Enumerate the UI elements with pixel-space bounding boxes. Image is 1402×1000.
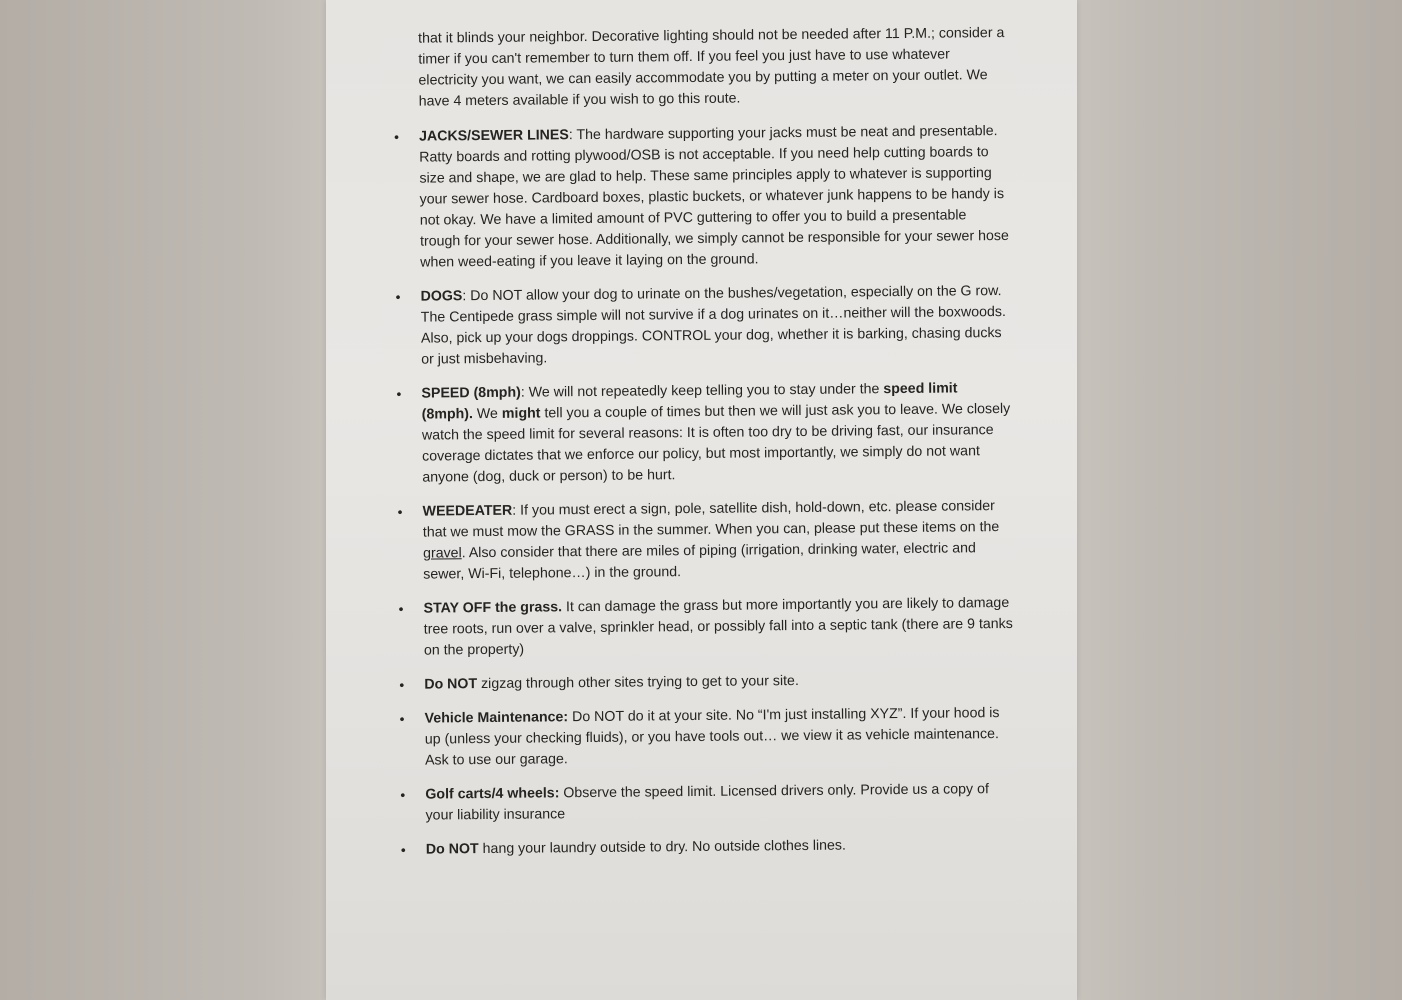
rule-title: SPEED (8mph) [421, 384, 521, 402]
rule-body [423, 496, 1014, 586]
rule-body [421, 378, 1012, 489]
rule-no-laundry [386, 834, 1016, 861]
rule-text: : We will not repeatedly keep telling you to stay under the [520, 381, 884, 401]
rule-text: : If you must erect a sign, pole, satellite dish, hold-down, etc. please consider that we must mow the GRASS in the summer. When you can, please put these items on the [422, 498, 1000, 541]
rule-body [425, 703, 1016, 772]
document-body [378, 23, 1016, 874]
rule-body [420, 281, 1011, 371]
underlined-word: gravel [422, 545, 462, 562]
rule-speed [381, 378, 1012, 489]
bullet-icon: • [399, 676, 405, 693]
rule-vehicle-maintenance [385, 703, 1016, 772]
intro-paragraph: that it blinds your neighbor. Decorative lighting should not be needed after 11 P.M.; consider a timer if you can't remember to turn them off. If you feel you just have to use whatever electricity you want, we can easily accommodate you by putting a meter on your outlet. We have 4 meters available if you wish to go this route. [418, 24, 1005, 110]
rule-title: DOGS [420, 288, 463, 305]
rule-text: hang your laundry outside to dry. No outside clothes lines. [478, 837, 846, 858]
rule-title: WEEDEATER [422, 502, 513, 520]
rule-dogs [380, 281, 1011, 371]
document-page [326, 0, 1077, 1000]
rule-body [425, 779, 1015, 827]
rule-jacks-sewer-lines [379, 121, 1010, 274]
rule-text: tell you a couple of times but then we will just ask you to leave. We closely watch the speed limit for several reasons: It is often too dry to be driving fast, our insurance coverage dictates that we enforce our policy, but most importantly, we simply do not want anyone (dog, duck or person) to be hurt. [421, 400, 1011, 486]
bullet-icon: • [400, 841, 406, 858]
rule-title: JACKS/SEWER LINES [418, 127, 569, 145]
rule-title: Vehicle Maintenance: [424, 709, 569, 727]
bullet-icon: • [399, 710, 405, 727]
rule-text: We [472, 405, 502, 423]
bullet-icon: • [395, 288, 401, 305]
rule-text: : The hardware supporting your jacks must be neat and presentable. Ratty boards and rotting plywood/OSB is not acceptable. If you need help cutting boards to size and shape, we are glad to help. These same principles apply to whatever is supporting your sewer hose. Cardboard boxes, plastic buckets, or whatever junk happens to be handy is not okay. We have a limited amount of PVC guttering to offer you to build a presentable trough for your sewer hose. Additionally, we simply cannot be responsible for your sewer hose when weed-eating if you leave it laying on the ground. [419, 123, 1009, 271]
rule-body [424, 669, 1014, 696]
rule-text: It can damage the grass but more importantly you are likely to damage tree roots, run over a valve, sprinkler head, or possibly fall into a septic tank (there are 9 tanks on the property) [423, 594, 1013, 659]
rule-emphasis: speed limit (8mph). [421, 380, 958, 423]
rule-text: zigzag through other sites trying to get to your site. [477, 672, 799, 693]
bullet-icon: • [400, 786, 406, 803]
bullet-icon: • [398, 600, 404, 617]
bullet-icon: • [393, 128, 400, 145]
rule-stay-off-grass [383, 593, 1014, 662]
rule-emphasis: might [501, 405, 541, 422]
rule-text: Observe the speed limit. Licensed drivers only. Provide us a copy of your liability insurance [425, 781, 989, 824]
rule-text: . Also consider that there are miles of piping (irrigation, drinking water, electric and sewer, Wi-Fi, telephone…) in the ground. [423, 540, 976, 583]
rule-title: Do NOT [425, 841, 479, 858]
bullet-icon: • [396, 385, 402, 402]
rule-body [419, 121, 1010, 274]
rule-text: : Do NOT allow your dog to urinate on the bushes/vegetation, especially on the G row. The Centipede grass simple will not survive if a dog urinates on it…neither will the boxwoods. Also, pick up your dogs droppings. CONTROL your dog, whether it is barking, chasing ducks or just misbehaving. [420, 283, 1006, 368]
rule-title: Do NOT [424, 676, 478, 693]
rule-body [423, 593, 1014, 662]
rule-title: STAY OFF the grass. [423, 599, 563, 617]
rule-title: Golf carts/4 wheels: [425, 785, 560, 803]
rule-weedeater [383, 496, 1014, 586]
rule-golf-carts [385, 779, 1015, 827]
bullet-icon: • [397, 503, 403, 520]
rule-no-zigzag [384, 669, 1014, 696]
rule-body [426, 834, 1016, 861]
rule-text: Do NOT do it at your site. No “I'm just installing XYZ”. If your hood is up (unless your checking fluids), or you have tools out… we view it as vehicle maintenance. Ask to use our garage. [424, 705, 1000, 769]
